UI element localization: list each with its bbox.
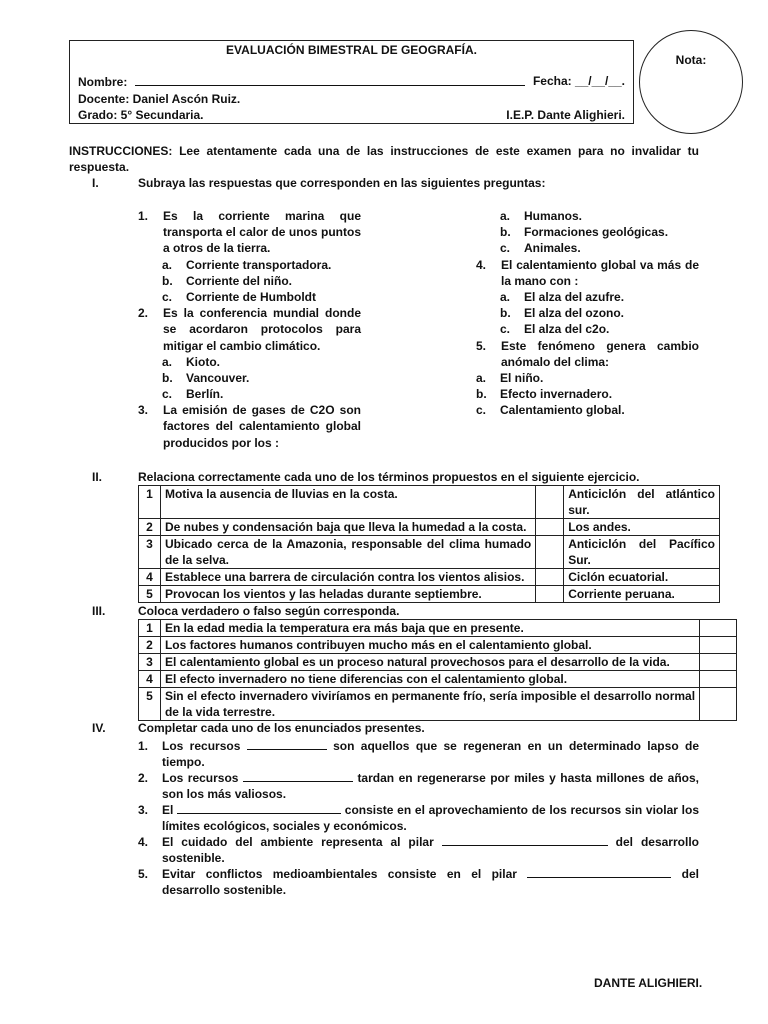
question-left-marker: c. [162,387,173,402]
question-right-marker: a. [500,289,511,304]
fill-in-blank[interactable] [243,770,353,782]
statement-cell: Sin el efecto invernadero viviríamos en permanente frío, sería imposible el desarrollo normal de la vida terrestre. [160,688,699,721]
fill-in-blank[interactable] [177,802,341,814]
completion-item [138,770,699,802]
section-1-right-column [476,208,699,418]
exam-title: EVALUACIÓN BIMESTRAL DE GEOGRAFÍA. [226,43,477,57]
answer-cell[interactable] [536,586,564,603]
item-text-before: Los recursos [162,739,241,753]
answer-cell[interactable] [536,569,564,586]
table-row [139,536,720,569]
true-false-table [138,619,737,721]
question-left-text: Kioto. [186,354,220,369]
item-text-after: tardan en regenerarse por miles y hasta millones de años, son los más valiosos. [162,771,699,801]
completion-list [138,738,699,898]
question-left-text: Es la corriente marina que [163,209,361,223]
section-1-title: Subraya las respuestas que corresponden en las siguientes preguntas: [138,176,546,190]
question-right-text: Animales. [524,241,581,256]
question-right-marker: b. [500,306,511,321]
grade-label: Grado: 5° Secundaria. [78,108,204,122]
section-3-numeral: III. [92,604,106,618]
fill-in-blank[interactable] [442,834,608,846]
true-false-answer-cell[interactable] [700,688,737,721]
question-left-line [138,418,361,434]
item-number: 5. [138,867,149,881]
question-right-line [476,386,699,402]
question-right-marker: 4. [476,257,487,272]
footer-school-name: DANTE ALIGHIERI. [594,976,703,990]
row-number: 2 [139,637,161,654]
table-row [139,637,737,654]
row-number: 5 [139,586,161,603]
question-right-text: Efecto invernadero. [500,387,613,402]
question-left-text: a otros de la tierra. [163,241,271,256]
item-number: 4. [138,835,149,849]
question-right-text: Este fenómeno genera cambio [501,338,699,353]
question-right-text: anómalo del clima: [501,354,610,369]
question-left-line [138,224,361,240]
school-label: I.E.P. Dante Alighieri. [506,108,625,122]
question-right-text: El alza del ozono. [524,306,625,321]
true-false-answer-cell[interactable] [700,620,737,637]
question-left-marker: b. [162,273,173,288]
section-1-numeral: I. [92,176,99,190]
table-row [139,688,737,721]
section-1-left-column [138,208,361,451]
question-left-marker: a. [162,257,173,272]
question-left-text: Corriente de Humboldt [186,289,317,304]
question-left-line [138,402,361,418]
question-left-marker: b. [162,370,173,385]
question-left-line [138,257,361,273]
question-left-marker: 3. [138,403,149,418]
term-cell: Ubicado cerca de la Amazonia, responsable del clima humado de la selva. [160,536,535,569]
question-left-line [138,240,361,256]
true-false-answer-cell[interactable] [700,637,737,654]
question-right-marker: b. [476,387,487,402]
row-number: 5 [139,688,161,721]
question-right-line [476,257,699,273]
grade-school-row [78,108,625,122]
question-left-text: La emisión de gases de C2O son [163,403,361,418]
question-left-text: transporta el calor de unos puntos [163,225,361,240]
question-right-text: El calentamiento global va más de [501,257,699,272]
question-right-text: Calentamiento global. [500,403,625,418]
item-text-before: Los recursos [162,771,239,785]
question-right-marker: c. [500,322,511,337]
fill-in-blank[interactable] [247,738,327,750]
question-left-text: Es la conferencia mundial donde [163,306,361,321]
table-row [139,486,720,519]
instructions-text: INSTRUCCIONES: Lee atentamente cada una de las instrucciones de este examen para no invalidar tu respuesta. [69,144,699,174]
question-right-text: El alza del c2o. [524,322,610,337]
statement-cell: Los factores humanos contribuyen mucho más en el calentamiento global. [160,637,699,654]
item-text-after: consiste en el aprovechamiento de los recursos sin violar los límites ecológicos, sociales y económicos. [162,803,699,833]
question-right-line [476,370,699,386]
match-option-cell: Corriente peruana. [564,586,720,603]
question-right-line [476,402,699,418]
question-left-marker: a. [162,354,173,369]
item-text-after: del desarrollo sostenible. [162,867,699,897]
completion-item [138,802,699,834]
grade-circle-label: Nota: [675,53,707,67]
statement-cell: El efecto invernadero no tiene diferencias con el calentamiento global. [160,671,699,688]
section-2-numeral: II. [92,470,103,484]
item-text-after: del desarrollo sostenible. [162,835,699,865]
section-2-title: Relaciona correctamente cada uno de los términos propuestos en el siguiente ejercicio. [138,470,640,484]
question-right-marker: c. [476,403,487,418]
question-right-text: Formaciones geológicas. [524,225,669,240]
item-text-before: El cuidado del ambiente representa al pilar [162,835,434,849]
row-number: 1 [139,486,161,519]
question-right-line [476,240,699,256]
true-false-answer-cell[interactable] [700,671,737,688]
question-left-line [138,208,361,224]
question-left-marker: c. [162,289,173,304]
term-cell: Establece una barrera de circulación contra los vientos alisios. [160,569,535,586]
grade-circle [639,30,743,134]
section-4-title: Completar cada uno de los enunciados presentes. [138,721,425,735]
question-right-line [476,224,699,240]
row-number: 3 [139,536,161,569]
question-left-line [138,321,361,337]
term-cell: Motiva la ausencia de lluvias en la costa. [160,486,535,519]
name-label: Nombre: [78,75,128,89]
statement-cell: El calentamiento global es un proceso natural provechosos para el desarrollo de la vida. [160,654,699,671]
teacher-label: Docente: Daniel Ascón Ruiz. [78,92,241,106]
question-right-text: El alza del azufre. [524,289,625,304]
question-left-line [138,354,361,370]
question-right-line [476,305,699,321]
item-number: 3. [138,803,149,817]
name-blank[interactable] [135,74,525,86]
question-left-text: se acordaron protocolos para [163,322,361,337]
question-left-line [138,370,361,386]
question-right-line [476,289,699,305]
question-right-line [476,338,699,354]
item-text-before: El [162,803,174,817]
question-right-marker: b. [500,225,511,240]
row-number: 2 [139,519,161,536]
question-left-line [138,435,361,451]
matching-table [138,485,720,603]
table-row [139,620,737,637]
question-right-marker: 5. [476,338,487,353]
table-row [139,671,737,688]
question-left-text: mitigar el cambio climático. [163,338,321,353]
question-right-line [476,208,699,224]
question-left-line [138,273,361,289]
name-date-row [78,74,625,89]
question-right-line [476,273,699,289]
row-number: 1 [139,620,161,637]
question-right-text: Humanos. [524,209,583,223]
match-option-cell: Anticiclón del Pacífico Sur. [564,536,720,569]
question-left-line [138,386,361,402]
row-number: 4 [139,671,161,688]
item-number: 1. [138,739,149,753]
question-left-line [138,305,361,321]
question-right-text: El niño. [500,370,544,385]
question-right-line [476,354,699,370]
question-right-line [476,321,699,337]
statement-cell: En la edad media la temperatura era más baja que en presente. [160,620,699,637]
table-row [139,519,720,536]
item-text-after: son aquellos que se regeneran en un determinado lapso de tiempo. [162,739,699,769]
question-left-text: Vancouver. [186,370,250,385]
table-row [139,654,737,671]
question-left-marker: 2. [138,306,149,321]
row-number: 4 [139,569,161,586]
section-4-numeral: IV. [92,721,106,735]
question-right-marker: c. [500,241,511,256]
question-left-text: producidos por los : [163,435,279,450]
table-row [139,586,720,603]
answer-cell[interactable] [536,536,564,569]
question-left-text: factores del calentamiento global [163,419,361,434]
exam-header-box [69,40,634,124]
item-number: 2. [138,771,149,785]
term-cell: Provocan los vientos y las heladas durante septiembre. [160,586,535,603]
fill-in-blank[interactable] [527,866,671,878]
table-row [139,569,720,586]
question-left-text: Berlín. [186,387,224,402]
item-text-before: Evitar conflictos medioambientales consiste en el pilar [162,867,517,881]
match-option-cell: Anticiclón del atlántico sur. [564,486,720,519]
completion-item [138,866,699,898]
question-left-line [138,289,361,305]
question-right-text: la mano con : [501,273,579,288]
section-3-title: Coloca verdadero o falso según corresponda. [138,604,400,618]
match-option-cell: Los andes. [564,519,720,536]
question-left-marker: 1. [138,209,149,223]
question-left-line [138,338,361,354]
question-right-marker: a. [500,209,511,223]
question-left-text: Corriente del niño. [186,273,293,288]
completion-item [138,834,699,866]
true-false-answer-cell[interactable] [700,654,737,671]
question-right-marker: a. [476,370,487,385]
question-left-text: Corriente transportadora. [186,257,332,272]
term-cell: De nubes y condensación baja que lleva la humedad a la costa. [160,519,535,536]
match-option-cell: Ciclón ecuatorial. [564,569,720,586]
row-number: 3 [139,654,161,671]
completion-item [138,738,699,770]
answer-cell[interactable] [536,486,564,519]
date-label: Fecha: __/__/__. [532,74,625,88]
answer-cell[interactable] [536,519,564,536]
